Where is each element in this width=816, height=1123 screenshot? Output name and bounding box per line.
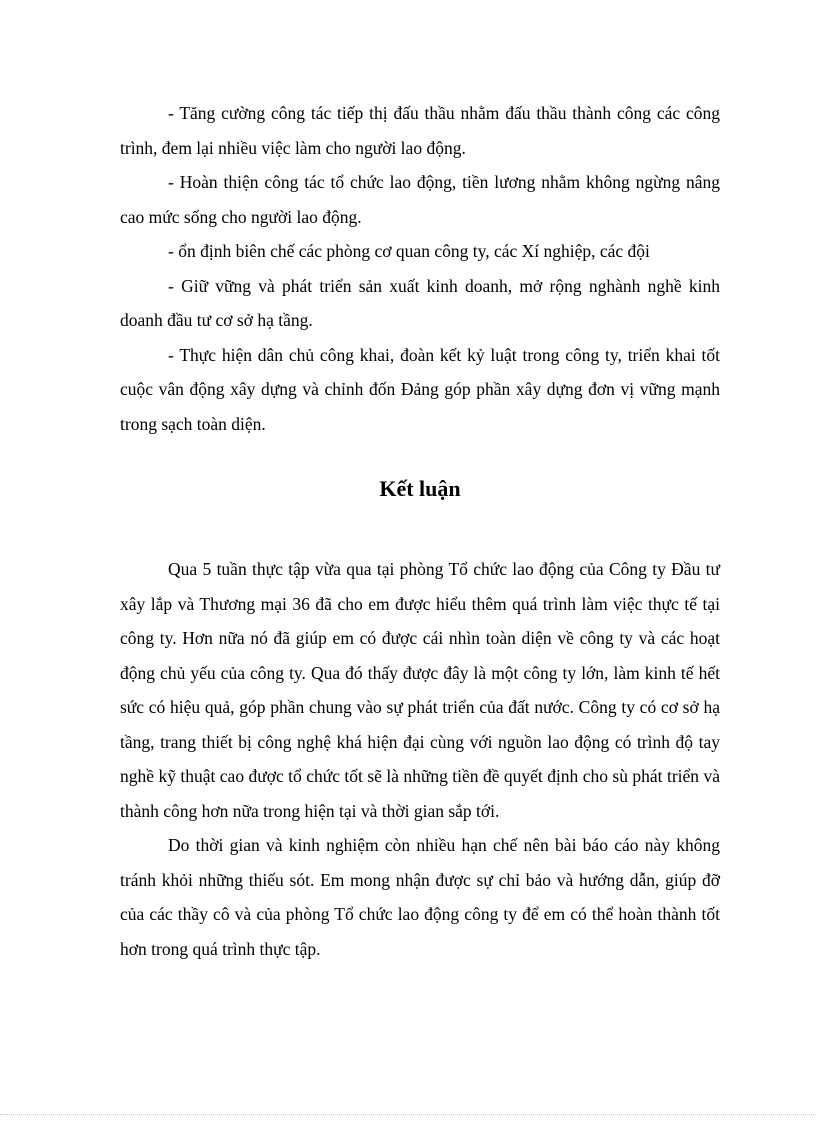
- bullet-labor-organization: - Hoàn thiện công tác tổ chức lao động, tiền lương nhằm không ngừng nâng cao mức sống cho người lao động.: [120, 172, 720, 227]
- page-bottom-divider: [0, 1114, 816, 1115]
- conclusion-paragraph: Do thời gian và kinh nghiệm còn nhiều hạn chế nên bài báo cáo này không tránh khỏi những thiếu sót. Em mong nhận được sự chỉ bảo và hướng dẫn, giúp đỡ của các thầy cô và của phòng Tổ chức lao động công ty để em có thể hoàn thành tốt hơn trong quá trình thực tập.: [120, 835, 720, 959]
- bullet-staffing: - ổn định biên chế các phòng cơ quan công ty, các Xí nghiệp, các đội: [168, 241, 650, 261]
- conclusion-paragraph: Qua 5 tuần thực tập vừa qua tại phòng Tổ chức lao động của Công ty Đầu tư xây lắp và Thương mại 36 đã cho em được hiểu thêm quá trình làm việc thực tế tại công ty. Hơn nữa nó đã giúp em có được cái nhìn toàn diện về công ty và các hoạt động chủ yếu của công ty. Qua đó thấy được đây là một công ty lớn, làm kinh tế hết sức có hiệu quả, góp phần chung vào sự phát triển của đất nước. Công ty có cơ sở hạ tầng, trang thiết bị công nghệ khá hiện đại cùng với nguồn lao động có trình độ tay nghề kỹ thuật cao được tổ chức tốt sẽ là những tiền đề quyết định cho sù phát triển và thành công hơn nữa trong hiện tại và thời gian sắp tới.: [120, 559, 720, 821]
- conclusion-title: Kết luận: [379, 476, 461, 501]
- bullet-democracy: - Thực hiện dân chủ công khai, đoàn kết kỷ luật trong công ty, triển khai tốt cuộc vân động xây dựng và chỉnh đốn Đảng góp phần xây dựng đơn vị vững mạnh trong sạch toàn diện.: [120, 344, 720, 434]
- bullet-marketing: - Tăng cường công tác tiếp thị đấu thầu nhằm đấu thầu thành công các công trình, đem lại nhiều việc làm cho người lao động.: [120, 103, 720, 158]
- document-page: [120, 96, 720, 966]
- bullet-business-expansion: - Giữ vững và phát triển sản xuất kinh doanh, mở rộng nghành nghề kinh doanh đầu tư cơ sở hạ tầng.: [120, 275, 720, 330]
